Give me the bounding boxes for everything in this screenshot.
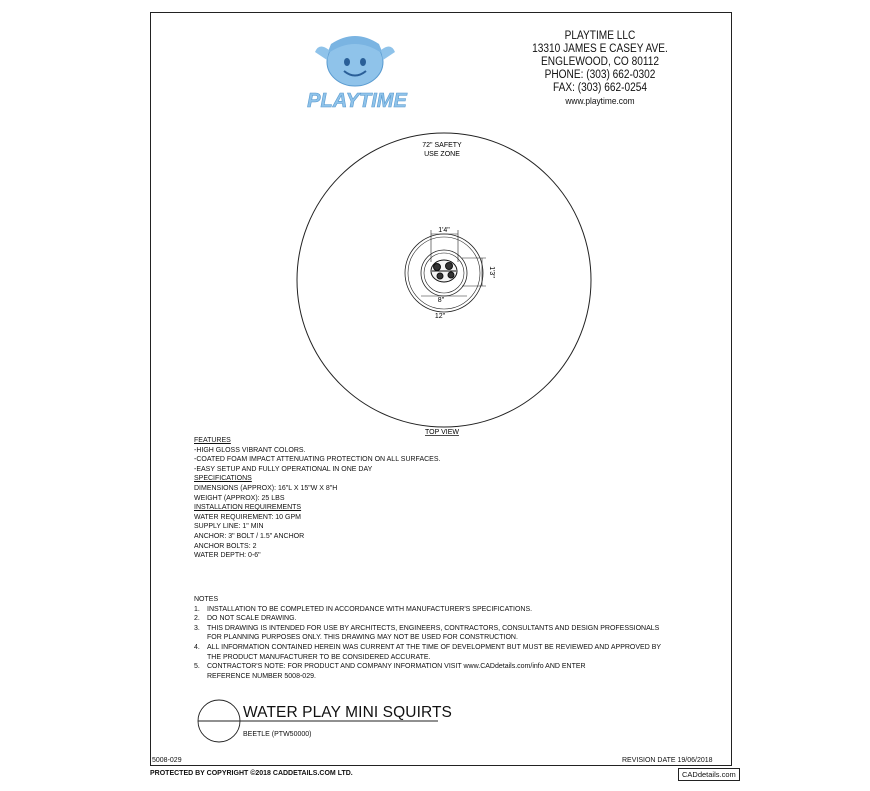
drawing-code: 5008-029 — [152, 757, 182, 764]
company-phone: PHONE: (303) 662-0302 — [544, 69, 656, 81]
drawing-subtitle: BEETLE (PTW50000) — [243, 731, 312, 738]
note-item-continuation: REFERENCE NUMBER 5008-029. — [207, 672, 316, 680]
copyright-notice: PROTECTED BY COPYRIGHT ©2018 CADDETAILS.COM LTD. — [150, 770, 353, 777]
feature-item: -HIGH GLOSS VIBRANT COLORS. — [194, 446, 306, 454]
specification-item: DIMENSIONS (APPROX): 16"L X 15"W X 8"H — [194, 484, 338, 492]
installation-item: SUPPLY LINE: 1" MIN — [194, 523, 264, 531]
note-item: 4. ALL INFORMATION CONTAINED HEREIN WAS CURRENT AT THE TIME OF DEVELOPMENT BUT MUST BE REVIEWED AND APPROVED BY — [194, 643, 662, 651]
feature-item: -EASY SETUP AND FULLY OPERATIONAL IN ONE DAY — [194, 465, 373, 473]
safety-zone-label-2: USE ZONE — [424, 151, 460, 158]
note-item: 5. CONTRACTOR'S NOTE: FOR PRODUCT AND COMPANY INFORMATION VISIT www.CADdetails.com/info AND ENTER — [194, 663, 586, 671]
installation-item: WATER DEPTH: 0-6" — [194, 552, 261, 560]
note-item: 3. THIS DRAWING IS INTENDED FOR USE BY ARCHITECTS, ENGINEERS, CONTRACTORS, CONSULTANTS AND DESIGN PROFESSIONALS — [194, 624, 660, 632]
logo-text: PLAYTIME — [307, 90, 407, 112]
company-address-2: ENGLEWOOD, CO 80112 — [541, 56, 659, 68]
safety-zone-label-1: 72" SAFETY — [422, 142, 462, 149]
company-website[interactable]: www.playtime.com — [565, 96, 635, 107]
specifications-heading: SPECIFICATIONS — [194, 475, 252, 483]
note-item-continuation: FOR PLANNING PURPOSES ONLY. THIS DRAWING MAY NOT BE USED FOR CONSTRUCTION. — [207, 634, 518, 642]
feature-item: -COATED FOAM IMPACT ATTENUATING PROTECTION ON ALL SURFACES. — [194, 456, 441, 464]
specifications-block — [194, 436, 440, 561]
note-item: 1. INSTALLATION TO BE COMPLETED IN ACCORDANCE WITH MANUFACTURER'S SPECIFICATIONS. — [194, 605, 533, 613]
installation-item: ANCHOR: 3" BOLT / 1.5" ANCHOR — [194, 532, 305, 540]
specification-item: WEIGHT (APPROX): 25 LBS — [194, 494, 285, 502]
dimension-outer-label: 12" — [434, 313, 446, 320]
company-fax: FAX: (303) 662-0254 — [553, 82, 647, 94]
company-name: PLAYTIME LLC — [564, 30, 636, 42]
caddetails-badge[interactable]: CADdetails.com — [678, 768, 740, 781]
dimension-side-label: 1'3" — [488, 266, 495, 278]
installation-item: WATER REQUIREMENT: 10 GPM — [194, 513, 301, 521]
beetle-figure — [431, 260, 457, 282]
top-view-label: TOP VIEW — [425, 429, 459, 436]
notes-block — [194, 595, 661, 681]
dimension-inner-label: 8" — [437, 297, 445, 304]
features-heading: FEATURES — [194, 437, 231, 444]
dimension-top-label: 1'4" — [438, 227, 450, 234]
installation-heading: INSTALLATION REQUIREMENTS — [194, 504, 302, 512]
notes-heading: NOTES — [194, 596, 219, 603]
installation-item: ANCHOR BOLTS: 2 — [194, 542, 257, 550]
company-address-1: 13310 JAMES E CASEY AVE. — [532, 43, 668, 55]
note-item: 2. DO NOT SCALE DRAWING. — [194, 615, 297, 623]
revision-date: REVISION DATE 19/06/2018 — [622, 757, 713, 764]
drawing-title: WATER PLAY MINI SQUIRTS — [243, 704, 452, 721]
note-item-continuation: THE PRODUCT MANUFACTURER TO BE CONSIDERED ACCURATE. — [207, 653, 431, 661]
